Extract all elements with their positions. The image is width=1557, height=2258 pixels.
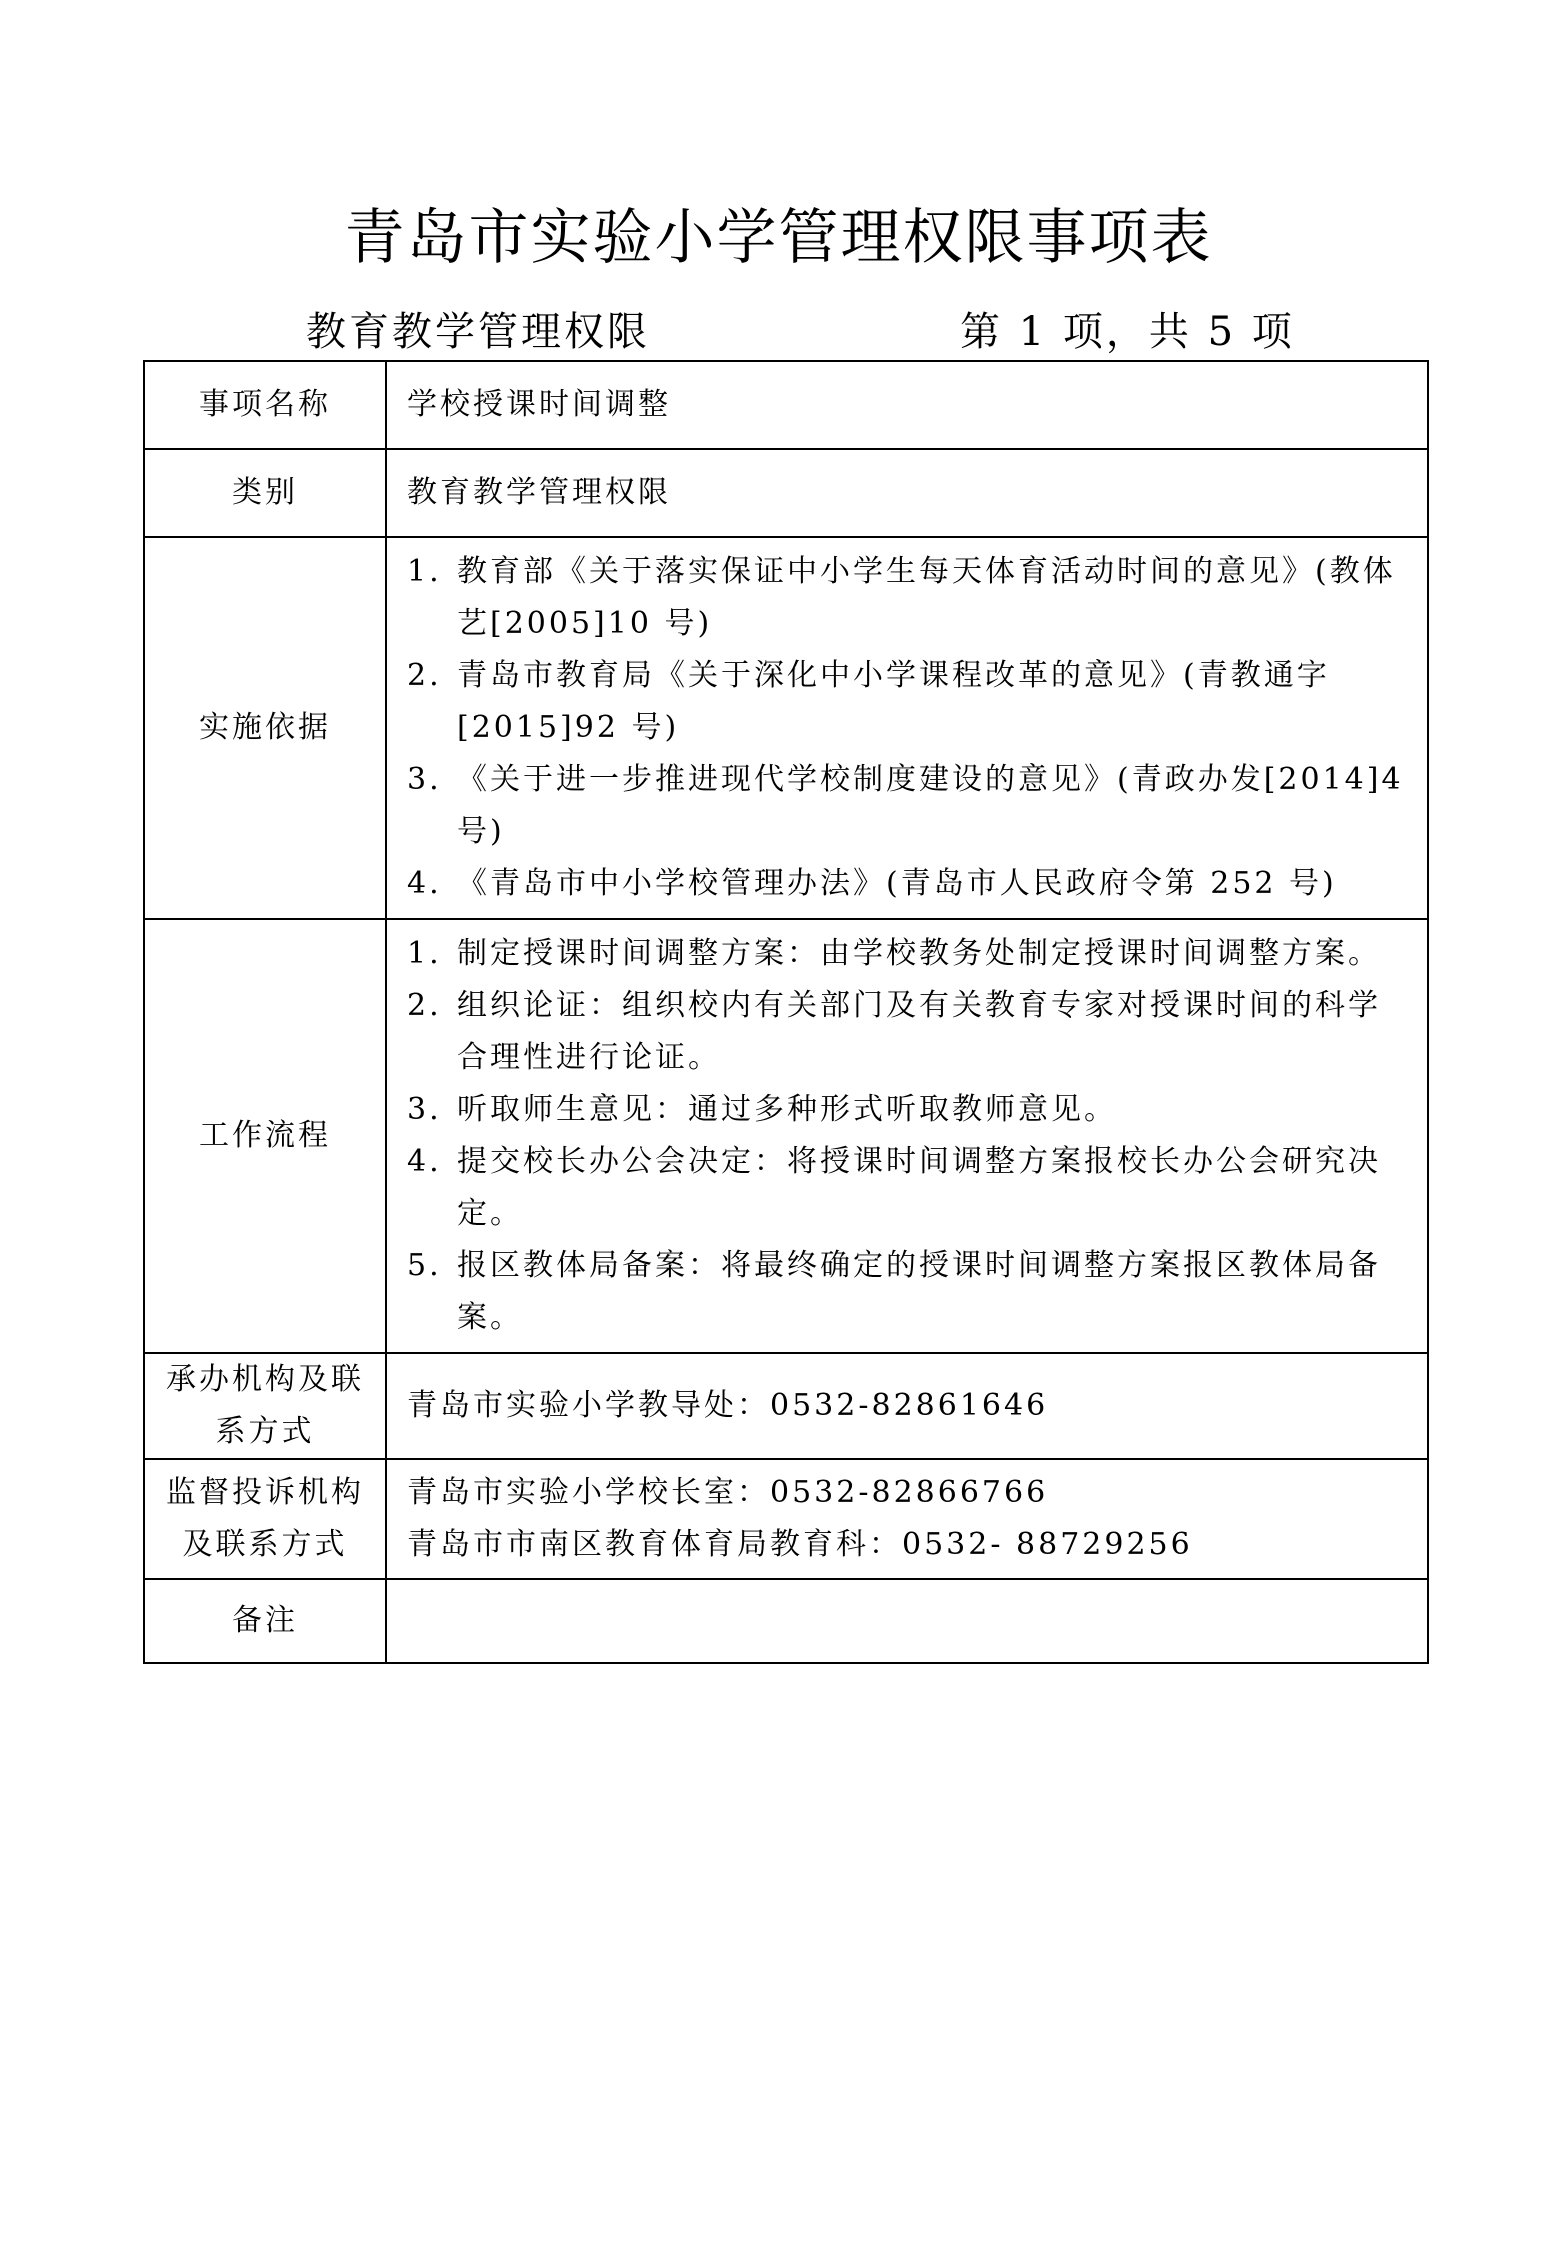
supervision-value <box>386 1459 1428 1579</box>
basis-item-number: 1. <box>407 554 442 589</box>
basis-item-number: 2. <box>407 658 442 693</box>
page-indicator: 第 1 项，共 5 项 <box>960 309 1295 355</box>
row-basis <box>144 537 1428 919</box>
basis-item <box>407 546 1413 650</box>
basis-list <box>407 538 1413 918</box>
workflow-step <box>407 1084 1413 1136</box>
workflow-step-text: 制定授课时间调整方案：由学校教务处制定授课时间调整方案。 <box>457 936 1381 971</box>
workflow-step-text: 组织论证：组织校内有关部门及有关教育专家对授课时间的科学合理性进行论证。 <box>457 988 1381 1075</box>
basis-item <box>407 858 1413 910</box>
basis-item-text: 《青岛市中小学校管理办法》(青岛市人民政府令第 252 号) <box>457 866 1337 901</box>
workflow-step <box>407 1136 1413 1240</box>
supervision-label-line: 监督投诉机构 <box>166 1475 364 1510</box>
supervision-contact: 青岛市实验小学校长室：0532-82866766 <box>407 1475 1049 1510</box>
workflow-value <box>386 919 1428 1353</box>
workflow-step-number: 5. <box>407 1248 442 1283</box>
row-workflow <box>144 919 1428 1353</box>
workflow-step-number: 1. <box>407 936 442 971</box>
basis-item-text: 教育部《关于落实保证中小学生每天体育活动时间的意见》(教体艺[2005]10 号) <box>457 554 1396 641</box>
supervision-contact: 青岛市市南区教育体育局教育科：0532- 88729256 <box>407 1527 1193 1562</box>
basis-item <box>407 754 1413 858</box>
workflow-step <box>407 928 1413 980</box>
category-value: 教育教学管理权限 <box>386 449 1428 537</box>
row-name <box>144 361 1428 449</box>
supervision-label <box>144 1459 386 1579</box>
basis-label: 实施依据 <box>144 537 386 919</box>
workflow-step-number: 2. <box>407 988 442 1023</box>
name-label: 事项名称 <box>144 361 386 449</box>
basis-item-text: 青岛市教育局《关于深化中小学课程改革的意见》(青教通字[2015]92 号) <box>457 658 1330 745</box>
organizer-label-line: 承办机构及联 <box>166 1362 364 1397</box>
supervision-label-line: 及联系方式 <box>182 1527 348 1562</box>
workflow-step-number: 4. <box>407 1144 442 1179</box>
basis-item-number: 3. <box>407 762 442 797</box>
document-title: 青岛市实验小学管理权限事项表 <box>344 203 1213 273</box>
row-category <box>144 449 1428 537</box>
basis-item-text: 《关于进一步推进现代学校制度建设的意见》(青政办发[2014]4 号) <box>457 762 1404 849</box>
row-remarks <box>144 1579 1428 1663</box>
remarks-label: 备注 <box>144 1579 386 1663</box>
basis-value <box>386 537 1428 919</box>
workflow-list <box>407 920 1413 1352</box>
workflow-step-text: 听取师生意见：通过多种形式听取教师意见。 <box>457 1092 1117 1127</box>
row-organizer <box>144 1353 1428 1459</box>
organizer-value: 青岛市实验小学教导处：0532-82861646 <box>386 1353 1428 1459</box>
basis-item-number: 4. <box>407 866 442 901</box>
row-supervision <box>144 1459 1428 1579</box>
workflow-step-number: 3. <box>407 1092 442 1127</box>
category-label: 类别 <box>144 449 386 537</box>
matter-table <box>143 360 1429 1664</box>
workflow-step-text: 提交校长办公会决定：将授课时间调整方案报校长办公会研究决定。 <box>457 1144 1381 1231</box>
workflow-step <box>407 1240 1413 1344</box>
name-value: 学校授课时间调整 <box>386 361 1428 449</box>
organizer-label-line: 系方式 <box>215 1414 315 1449</box>
basis-item <box>407 650 1413 754</box>
category-heading: 教育教学管理权限 <box>306 309 650 355</box>
organizer-label <box>144 1353 386 1459</box>
remarks-value <box>386 1579 1428 1663</box>
workflow-step <box>407 980 1413 1084</box>
workflow-label: 工作流程 <box>144 919 386 1353</box>
workflow-step-text: 报区教体局备案：将最终确定的授课时间调整方案报区教体局备案。 <box>457 1248 1381 1335</box>
